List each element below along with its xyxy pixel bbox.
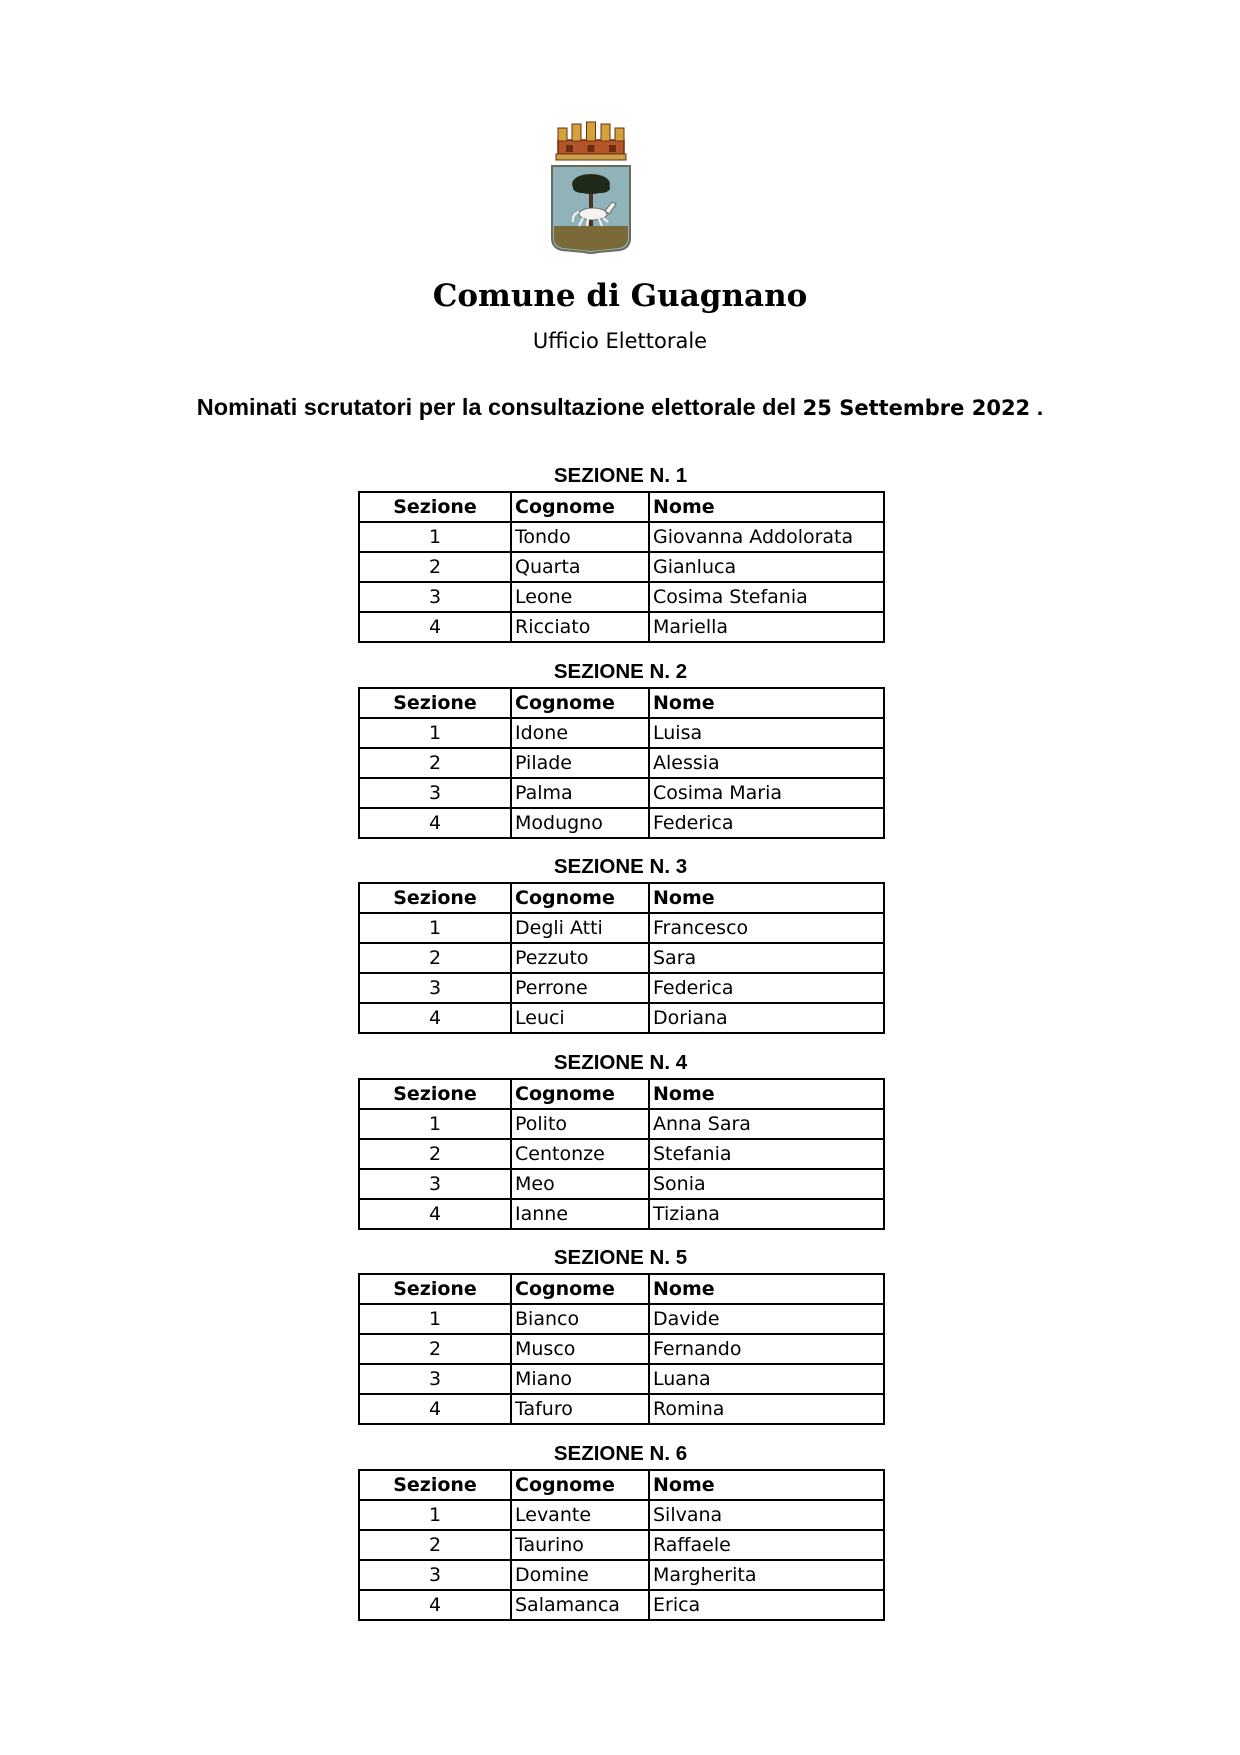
column-header: Nome <box>649 883 884 913</box>
table-header-row <box>359 688 884 718</box>
surname-cell: Domine <box>511 1560 649 1590</box>
section-title: SEZIONE N. 5 <box>553 1246 688 1269</box>
section-number-cell: 2 <box>359 748 511 778</box>
section-number-cell: 4 <box>359 1003 511 1033</box>
table-header-row <box>359 1470 884 1500</box>
scrutineer-table <box>358 882 885 1034</box>
section-number-cell: 3 <box>359 1364 511 1394</box>
surname-cell: Quarta <box>511 552 649 582</box>
section-number-cell: 3 <box>359 1560 511 1590</box>
scrutineer-table <box>358 687 885 839</box>
section-number-cell: 1 <box>359 1304 511 1334</box>
first-name-cell: Fernando <box>649 1334 884 1364</box>
section-title: SEZIONE N. 1 <box>553 464 688 487</box>
table-row <box>359 808 884 838</box>
section-title: SEZIONE N. 3 <box>553 855 688 878</box>
section-block <box>358 1240 883 1436</box>
table-row <box>359 582 884 612</box>
first-name-cell: Tiziana <box>649 1199 884 1229</box>
section-number-cell: 2 <box>359 1530 511 1560</box>
section-title: SEZIONE N. 6 <box>553 1441 688 1465</box>
table-row <box>359 552 884 582</box>
column-header: Nome <box>649 1274 884 1304</box>
table-row <box>359 1364 884 1394</box>
surname-cell: Leone <box>511 582 649 612</box>
first-name-cell: Anna Sara <box>649 1109 884 1139</box>
section-number-cell: 1 <box>359 1500 511 1530</box>
scrutineer-table <box>358 1273 885 1425</box>
first-name-cell: Alessia <box>649 748 884 778</box>
org-name: Comune di Guagnano <box>432 278 808 314</box>
table-row <box>359 522 884 552</box>
first-name-cell: Francesco <box>649 913 884 943</box>
table-header-row <box>359 492 884 522</box>
section-number-cell: 4 <box>359 1394 511 1424</box>
column-header: Cognome <box>511 883 649 913</box>
section-title: SEZIONE N. 2 <box>553 659 688 683</box>
section-block <box>358 849 883 1045</box>
surname-cell: Perrone <box>511 973 649 1003</box>
office-name: Ufficio Elettorale <box>532 329 708 353</box>
surname-cell: Miano <box>511 1364 649 1394</box>
table-header-row <box>359 1079 884 1109</box>
first-name-cell: Silvana <box>649 1500 884 1530</box>
first-name-cell: Federica <box>649 808 884 838</box>
first-name-cell: Gianluca <box>649 552 884 582</box>
column-header: Sezione <box>359 1470 511 1500</box>
section-block <box>358 1045 883 1241</box>
column-header: Cognome <box>511 1274 649 1304</box>
table-row <box>359 748 884 778</box>
section-number-cell: 3 <box>359 973 511 1003</box>
column-header: Nome <box>649 492 884 522</box>
column-header: Sezione <box>359 492 511 522</box>
column-header: Cognome <box>511 1470 649 1500</box>
section-number-cell: 1 <box>359 718 511 748</box>
column-header: Sezione <box>359 688 511 718</box>
first-name-cell: Sara <box>649 943 884 973</box>
surname-cell: Pezzuto <box>511 943 649 973</box>
surname-cell: Centonze <box>511 1139 649 1169</box>
column-header: Cognome <box>511 688 649 718</box>
first-name-cell: Romina <box>649 1394 884 1424</box>
heading-date: 25 Settembre 2022 <box>802 396 1031 420</box>
section-number-cell: 3 <box>359 1169 511 1199</box>
first-name-cell: Sonia <box>649 1169 884 1199</box>
surname-cell: Tondo <box>511 522 649 552</box>
table-row <box>359 913 884 943</box>
section-title: SEZIONE N. 4 <box>553 1050 688 1074</box>
first-name-cell: Davide <box>649 1304 884 1334</box>
table-row <box>359 718 884 748</box>
section-number-cell: 2 <box>359 943 511 973</box>
table-header-row <box>359 1274 884 1304</box>
first-name-cell: Stefania <box>649 1139 884 1169</box>
surname-cell: Salamanca <box>511 1590 649 1620</box>
heading-text: Nominati scrutatori per la consultazione elettorale del <box>196 394 797 420</box>
surname-cell: Musco <box>511 1334 649 1364</box>
section-number-cell: 2 <box>359 1334 511 1364</box>
table-row <box>359 1109 884 1139</box>
section-number-cell: 4 <box>359 808 511 838</box>
surname-cell: Bianco <box>511 1304 649 1334</box>
table-row <box>359 1560 884 1590</box>
section-block <box>358 1436 883 1632</box>
section-number-cell: 4 <box>359 612 511 642</box>
column-header: Cognome <box>511 492 649 522</box>
table-row <box>359 1003 884 1033</box>
section-number-cell: 1 <box>359 522 511 552</box>
column-header: Sezione <box>359 883 511 913</box>
heading-end: . <box>1036 394 1044 420</box>
surname-cell: Modugno <box>511 808 649 838</box>
table-row <box>359 943 884 973</box>
section-number-cell: 1 <box>359 913 511 943</box>
first-name-cell: Raffaele <box>649 1530 884 1560</box>
surname-cell: Tafuro <box>511 1394 649 1424</box>
sections-list <box>358 458 883 1631</box>
table-header-row <box>359 883 884 913</box>
surname-cell: Idone <box>511 718 649 748</box>
table-row <box>359 1590 884 1620</box>
table-row <box>359 1139 884 1169</box>
surname-cell: Levante <box>511 1500 649 1530</box>
table-row <box>359 1500 884 1530</box>
surname-cell: Taurino <box>511 1530 649 1560</box>
column-header: Sezione <box>359 1079 511 1109</box>
column-header: Nome <box>649 1470 884 1500</box>
surname-cell: Degli Atti <box>511 913 649 943</box>
section-block <box>358 458 883 654</box>
first-name-cell: Erica <box>649 1590 884 1620</box>
section-block <box>358 654 883 850</box>
surname-cell: Polito <box>511 1109 649 1139</box>
first-name-cell: Giovanna Addolorata <box>649 522 884 552</box>
surname-cell: Palma <box>511 778 649 808</box>
column-header: Nome <box>649 688 884 718</box>
surname-cell: Ianne <box>511 1199 649 1229</box>
scrutineer-table <box>358 491 885 643</box>
first-name-cell: Cosima Maria <box>649 778 884 808</box>
document-heading <box>0 390 1240 425</box>
first-name-cell: Federica <box>649 973 884 1003</box>
section-number-cell: 4 <box>359 1590 511 1620</box>
surname-cell: Ricciato <box>511 612 649 642</box>
scrutineer-table <box>358 1078 885 1230</box>
section-number-cell: 2 <box>359 1139 511 1169</box>
section-number-cell: 4 <box>359 1199 511 1229</box>
first-name-cell: Cosima Stefania <box>649 582 884 612</box>
table-row <box>359 973 884 1003</box>
first-name-cell: Mariella <box>649 612 884 642</box>
table-row <box>359 1394 884 1424</box>
table-row <box>359 1304 884 1334</box>
section-number-cell: 1 <box>359 1109 511 1139</box>
first-name-cell: Luana <box>649 1364 884 1394</box>
first-name-cell: Luisa <box>649 718 884 748</box>
section-number-cell: 2 <box>359 552 511 582</box>
section-number-cell: 3 <box>359 778 511 808</box>
table-row <box>359 1169 884 1199</box>
surname-cell: Leuci <box>511 1003 649 1033</box>
surname-cell: Pilade <box>511 748 649 778</box>
first-name-cell: Doriana <box>649 1003 884 1033</box>
first-name-cell: Margherita <box>649 1560 884 1590</box>
table-row <box>359 1334 884 1364</box>
column-header: Nome <box>649 1079 884 1109</box>
table-row <box>359 778 884 808</box>
scrutineer-table <box>358 1469 885 1621</box>
surname-cell: Meo <box>511 1169 649 1199</box>
municipal-crest-icon <box>546 118 636 258</box>
column-header: Sezione <box>359 1274 511 1304</box>
table-row <box>359 1530 884 1560</box>
section-number-cell: 3 <box>359 582 511 612</box>
table-row <box>359 1199 884 1229</box>
table-row <box>359 612 884 642</box>
column-header: Cognome <box>511 1079 649 1109</box>
